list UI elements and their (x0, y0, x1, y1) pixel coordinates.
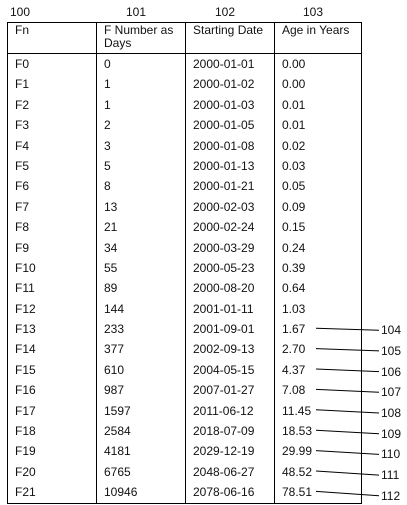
callout-leader-line (316, 410, 379, 413)
fn-cell: F2 (8, 95, 97, 115)
callout-label: 111 (381, 468, 400, 483)
date-cell: 2004-05-15 (186, 360, 275, 380)
callout-label: 112 (381, 488, 401, 503)
fn-cell: F21 (8, 482, 97, 503)
date-cell: 2000-03-29 (186, 238, 275, 258)
days-cell: 10946 (97, 482, 186, 503)
days-cell: 2 (97, 115, 186, 135)
callout-leader-line (316, 491, 379, 495)
header-age: Age in Years (275, 23, 362, 54)
age-cell: 0.03 (275, 156, 362, 176)
fn-cell: F0 (8, 54, 97, 75)
date-cell: 2001-01-11 (186, 299, 275, 319)
date-cell: 2000-01-03 (186, 95, 275, 115)
age-cell: 11.45 (275, 401, 362, 421)
age-cell: 7.08 (275, 380, 362, 400)
callout-label: 104 (381, 323, 402, 338)
fn-cell: F7 (8, 197, 97, 217)
header-date: Starting Date (186, 23, 275, 54)
callout-leader-line (316, 328, 379, 330)
fn-cell: F20 (8, 462, 97, 482)
fn-cell: F10 (8, 258, 97, 278)
age-cell: 0.00 (275, 54, 362, 75)
fn-cell: F17 (8, 401, 97, 421)
days-cell: 3 (97, 136, 186, 156)
date-cell: 2078-06-16 (186, 482, 275, 503)
age-cell: 29.99 (275, 441, 362, 461)
days-cell: 0 (97, 54, 186, 75)
fn-cell: F6 (8, 176, 97, 196)
date-cell: 2018-07-09 (186, 421, 275, 441)
date-cell: 2000-01-21 (186, 176, 275, 196)
date-cell: 2007-01-27 (186, 380, 275, 400)
fn-cell: F12 (8, 299, 97, 319)
date-cell: 2000-01-05 (186, 115, 275, 135)
age-cell: 2.70 (275, 339, 362, 359)
callout-label: 105 (381, 343, 402, 358)
date-cell: 2000-01-01 (186, 54, 275, 75)
callout-leader-line (316, 389, 379, 392)
date-cell: 2000-01-08 (186, 136, 275, 156)
callout-leader-line (316, 369, 379, 372)
days-cell: 1597 (97, 401, 186, 421)
days-cell: 2584 (97, 421, 186, 441)
fn-cell: F4 (8, 136, 97, 156)
age-cell: 78.51 (275, 482, 362, 503)
age-cell: 0.15 (275, 217, 362, 237)
fn-cell: F13 (8, 319, 97, 339)
days-cell: 1 (97, 95, 186, 115)
column-ref-days: 101 (126, 5, 147, 19)
fn-cell: F11 (8, 278, 97, 298)
age-cell: 0.24 (275, 238, 362, 258)
column-ref-age: 103 (303, 5, 324, 19)
column-ref-fn: 100 (10, 5, 31, 19)
date-cell: 2000-01-13 (186, 156, 275, 176)
days-cell: 55 (97, 258, 186, 278)
days-cell: 5 (97, 156, 186, 176)
days-cell: 21 (97, 217, 186, 237)
days-cell: 610 (97, 360, 186, 380)
fn-cell: F5 (8, 156, 97, 176)
fn-cell: F9 (8, 238, 97, 258)
date-cell: 2000-02-24 (186, 217, 275, 237)
days-cell: 144 (97, 299, 186, 319)
date-cell: 2000-01-02 (186, 74, 275, 94)
date-cell: 2002-09-13 (186, 339, 275, 359)
header-days: F Number as Days (97, 23, 186, 54)
date-cell: 2001-09-01 (186, 319, 275, 339)
age-cell: 0.01 (275, 115, 362, 135)
days-cell: 377 (97, 339, 186, 359)
age-cell: 1.03 (275, 299, 362, 319)
date-cell: 2000-08-20 (186, 278, 275, 298)
header-fn: Fn (8, 23, 97, 54)
fn-cell: F3 (8, 115, 97, 135)
age-cell: 0.64 (275, 278, 362, 298)
fn-cell: F14 (8, 339, 97, 359)
age-cell: 4.37 (275, 360, 362, 380)
age-cell: 1.67 (275, 319, 362, 339)
callout-label: 110 (381, 447, 401, 462)
days-cell: 233 (97, 319, 186, 339)
age-cell: 0.09 (275, 197, 362, 217)
days-cell: 6765 (97, 462, 186, 482)
date-cell: 2048-06-27 (186, 462, 275, 482)
fn-cell: F18 (8, 421, 97, 441)
days-cell: 4181 (97, 441, 186, 461)
days-cell: 1 (97, 74, 186, 94)
callout-leader-line (316, 451, 379, 455)
column-ref-date: 102 (215, 5, 236, 19)
fn-cell: F16 (8, 380, 97, 400)
callout-leader-line (316, 430, 379, 434)
age-cell: 0.02 (275, 136, 362, 156)
date-cell: 2029-12-19 (186, 441, 275, 461)
age-cell: 0.39 (275, 258, 362, 278)
fn-cell: F1 (8, 74, 97, 94)
date-cell: 2000-02-03 (186, 197, 275, 217)
age-cell: 0.00 (275, 74, 362, 94)
age-cell: 0.01 (275, 95, 362, 115)
fn-cell: F8 (8, 217, 97, 237)
days-cell: 34 (97, 238, 186, 258)
date-cell: 2011-06-12 (186, 401, 275, 421)
callout-label: 106 (381, 364, 402, 379)
callout-leader-line (316, 471, 379, 475)
age-cell: 18.53 (275, 421, 362, 441)
age-cell: 48.52 (275, 462, 362, 482)
fn-cell: F19 (8, 441, 97, 461)
callout-label: 108 (381, 406, 402, 420)
days-cell: 987 (97, 380, 186, 400)
callout-label: 107 (381, 385, 402, 400)
date-cell: 2000-05-23 (186, 258, 275, 278)
age-cell: 0.05 (275, 176, 362, 196)
callout-leader-line (316, 349, 379, 351)
days-cell: 13 (97, 197, 186, 217)
days-cell: 8 (97, 176, 186, 196)
days-cell: 89 (97, 278, 186, 298)
callout-label: 109 (381, 426, 402, 441)
fn-cell: F15 (8, 360, 97, 380)
